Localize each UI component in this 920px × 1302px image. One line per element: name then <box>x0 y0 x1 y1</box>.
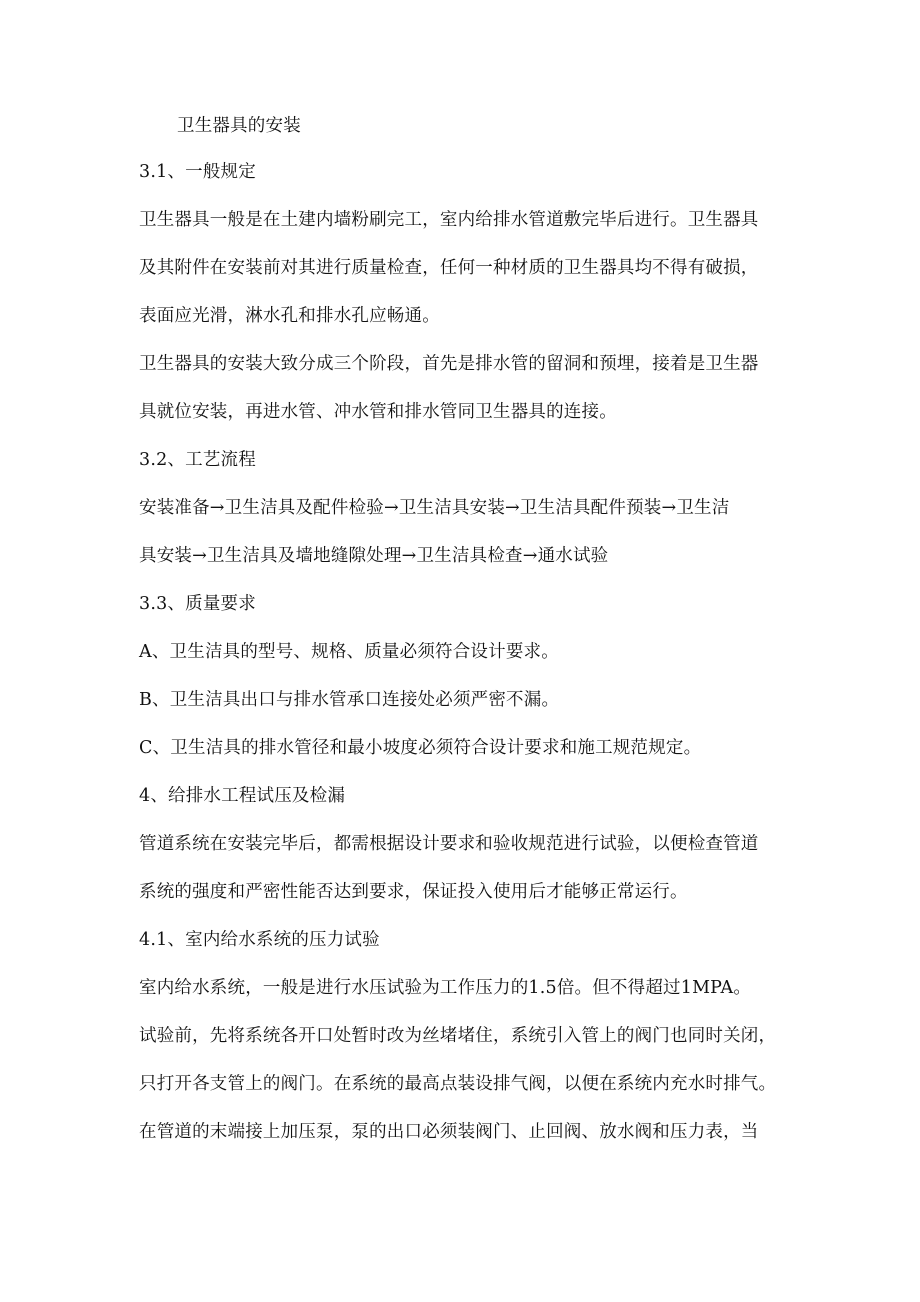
paragraph-line: 系统的强度和严密性能否达到要求，保证投入使用后才能够正常运行。 <box>139 882 688 902</box>
heading-3-2: 3.2、工艺流程 <box>139 450 256 470</box>
list-item-c: C、卫生洁具的排水管径和最小坡度必须符合设计要求和施工规范规定。 <box>139 738 702 758</box>
paragraph-line: 具就位安装，再进水管、冲水管和排水管同卫生器具的连接。 <box>139 402 617 422</box>
paragraph-line: 具安装→卫生洁具及墙地缝隙处理→卫生洁具检查→通水试验 <box>139 546 609 566</box>
paragraph-line: 管道系统在安装完毕后，都需根据设计要求和验收规范进行试验，以便检查管道 <box>139 834 759 854</box>
paragraph-line: 及其附件在安装前对其进行质量检查，任何一种材质的卫生器具均不得有破损， <box>139 258 759 278</box>
paragraph-line: 卫生器具的安装大致分成三个阶段，首先是排水管的留洞和预埋，接着是卫生器 <box>139 354 759 374</box>
heading-3-3: 3.3、质量要求 <box>139 594 256 614</box>
list-item-b: B、卫生洁具出口与排水管承口连接处必须严密不漏。 <box>139 690 560 710</box>
paragraph-line: 室内给水系统，一般是进行水压试验为工作压力的1.5倍。但不得超过1MPA。 <box>139 978 752 998</box>
paragraph-line: 只打开各支管上的阀门。在系统的最高点装设排气阀，以便在系统内充水时排气。 <box>139 1074 777 1094</box>
paragraph-line: 试验前，先将系统各开口处暂时改为丝堵堵住，系统引入管上的阀门也同时关闭， <box>139 1026 777 1046</box>
paragraph-line: 在管道的末端接上加压泵，泵的出口必须装阀门、止回阀、放水阀和压力表，当 <box>139 1122 759 1142</box>
paragraph-line: 卫生器具一般是在土建内墙粉刷完工，室内给排水管道敷完毕后进行。卫生器具 <box>139 210 759 230</box>
section-title: 卫生器具的安装 <box>177 116 301 136</box>
paragraph-line: 安装准备→卫生洁具及配件检验→卫生洁具安装→卫生洁具配件预装→卫生洁 <box>139 498 730 518</box>
heading-4-1: 4.1、室内给水系统的压力试验 <box>139 930 380 950</box>
list-item-a: A、卫生洁具的型号、规格、质量必须符合设计要求。 <box>139 642 559 662</box>
paragraph-line: 表面应光滑，淋水孔和排水孔应畅通。 <box>139 306 440 326</box>
heading-3-1: 3.1、一般规定 <box>139 162 256 182</box>
heading-4: 4、给排水工程试压及检漏 <box>139 786 346 806</box>
